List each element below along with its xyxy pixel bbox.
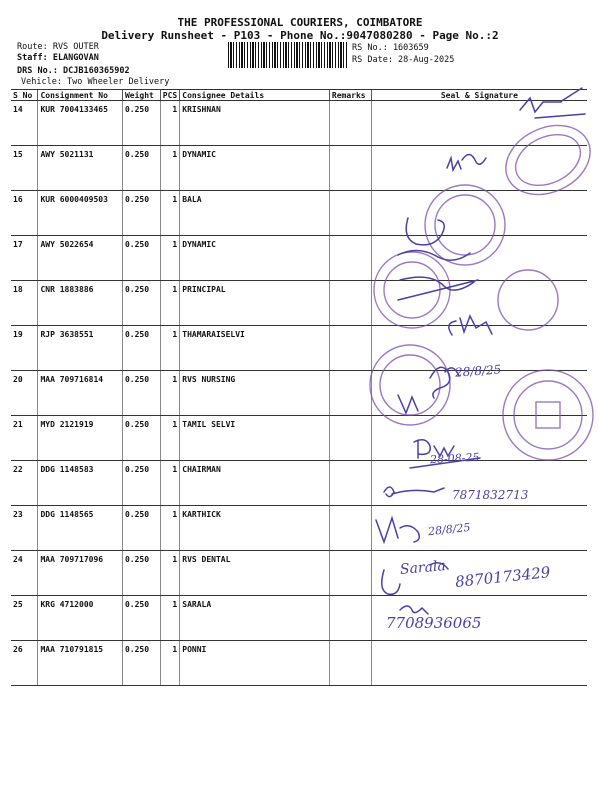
- cell-consignment: RJP 3638551: [38, 326, 123, 371]
- col-pcs: PCS: [160, 90, 179, 101]
- cell-sno: 23: [11, 506, 38, 551]
- cell-seal: [371, 281, 587, 326]
- cell-seal: [371, 326, 587, 371]
- cell-weight: 0.250: [122, 461, 160, 506]
- cell-consignee: KRISHNAN: [180, 101, 330, 146]
- col-weight: Weight: [122, 90, 160, 101]
- cell-weight: 0.250: [122, 101, 160, 146]
- cell-remarks: [329, 191, 371, 236]
- cell-consignee: CHAIRMAN: [180, 461, 330, 506]
- handwritten-date-row22: 28-08-25: [429, 450, 480, 467]
- cell-consignment: AWY 5022654: [38, 236, 123, 281]
- cell-weight: 0.250: [122, 326, 160, 371]
- cell-seal: [371, 146, 587, 191]
- cell-consignment: KRG 4712000: [38, 596, 123, 641]
- cell-sno: 15: [11, 146, 38, 191]
- cell-consignment: MAA 709716814: [38, 371, 123, 416]
- cell-pcs: 1: [160, 281, 179, 326]
- handwritten-phone-row26: 7708936065: [386, 614, 482, 632]
- cell-pcs: 1: [160, 101, 179, 146]
- cell-weight: 0.250: [122, 236, 160, 281]
- handwritten-date-row20: 28/8/25: [454, 362, 502, 380]
- cell-consignee: TAMIL SELVI: [180, 416, 330, 461]
- handwritten-name-sarala: Sarala: [399, 558, 447, 578]
- cell-consignment: DDG 1148583: [38, 461, 123, 506]
- table-row: [11, 641, 587, 686]
- handwritten-date-row24: 28/8/25: [427, 520, 471, 539]
- cell-consignee: RVS NURSING: [180, 371, 330, 416]
- table-row: [11, 596, 587, 641]
- table-header-row: [11, 90, 587, 101]
- cell-remarks: [329, 371, 371, 416]
- cell-weight: 0.250: [122, 416, 160, 461]
- cell-consignment: MAA 710791815: [38, 641, 123, 686]
- cell-sno: 22: [11, 461, 38, 506]
- cell-seal: [371, 416, 587, 461]
- cell-pcs: 1: [160, 416, 179, 461]
- cell-remarks: [329, 416, 371, 461]
- col-sno: S No: [11, 90, 38, 101]
- company-title: THE PROFESSIONAL COURIERS, COIMBATORE: [177, 16, 423, 29]
- cell-consignee: SARALA: [180, 596, 330, 641]
- cell-sno: 14: [11, 101, 38, 146]
- cell-remarks: [329, 596, 371, 641]
- cell-pcs: 1: [160, 506, 179, 551]
- cell-consignment: DDG 1148565: [38, 506, 123, 551]
- col-seal: Seal & Signature: [371, 90, 587, 101]
- runsheet-title: Delivery Runsheet - P103 - Phone No.:9047080280 - Page No.:2: [101, 29, 499, 42]
- table-row: [11, 191, 587, 236]
- cell-remarks: [329, 146, 371, 191]
- cell-sno: 21: [11, 416, 38, 461]
- table-row: [11, 371, 587, 416]
- cell-remarks: [329, 236, 371, 281]
- cell-seal: [371, 596, 587, 641]
- cell-consignee: DYNAMIC: [180, 146, 330, 191]
- cell-seal: [371, 641, 587, 686]
- cell-consignee: PONNI: [180, 641, 330, 686]
- cell-sno: 24: [11, 551, 38, 596]
- cell-remarks: [329, 641, 371, 686]
- cell-sno: 16: [11, 191, 38, 236]
- cell-remarks: [329, 101, 371, 146]
- cell-weight: 0.250: [122, 146, 160, 191]
- cell-sno: 17: [11, 236, 38, 281]
- cell-weight: 0.250: [122, 191, 160, 236]
- cell-consignment: AWY 5021131: [38, 146, 123, 191]
- route-label: Route: RVS OUTER: [17, 42, 99, 52]
- col-consignment: Consignment No: [38, 90, 123, 101]
- cell-weight: 0.250: [122, 596, 160, 641]
- cell-seal: [371, 101, 587, 146]
- cell-sno: 18: [11, 281, 38, 326]
- cell-seal: [371, 191, 587, 236]
- cell-weight: 0.250: [122, 551, 160, 596]
- rs-number: RS No.: 1603659: [352, 43, 429, 53]
- cell-consignment: CNR 1883886: [38, 281, 123, 326]
- table-row: [11, 146, 587, 191]
- cell-pcs: 1: [160, 326, 179, 371]
- cell-consignee: THAMARAISELVI: [180, 326, 330, 371]
- cell-consignment: MAA 709717096: [38, 551, 123, 596]
- rs-date: RS Date: 28-Aug-2025: [352, 55, 455, 65]
- cell-consignment: KUR 7004133465: [38, 101, 123, 146]
- table-row: [11, 506, 587, 551]
- table-row: [11, 461, 587, 506]
- cell-seal: [371, 506, 587, 551]
- cell-seal: [371, 551, 587, 596]
- cell-pcs: 1: [160, 371, 179, 416]
- cell-weight: 0.250: [122, 641, 160, 686]
- cell-sno: 25: [11, 596, 38, 641]
- drs-barcode: [228, 42, 348, 68]
- cell-weight: 0.250: [122, 506, 160, 551]
- vehicle-label: Vehicle: Two Wheeler Delivery: [21, 77, 170, 87]
- cell-consignment: MYD 2121919: [38, 416, 123, 461]
- table-row: [11, 236, 587, 281]
- cell-sno: 26: [11, 641, 38, 686]
- table-row: [11, 101, 587, 146]
- handwritten-phone-row25: 8870173429: [454, 563, 552, 591]
- cell-consignment: KUR 6000409503: [38, 191, 123, 236]
- cell-consignee: BALA: [180, 191, 330, 236]
- cell-remarks: [329, 326, 371, 371]
- cell-remarks: [329, 461, 371, 506]
- cell-remarks: [329, 551, 371, 596]
- cell-remarks: [329, 506, 371, 551]
- cell-consignee: DYNAMIC: [180, 236, 330, 281]
- cell-weight: 0.250: [122, 371, 160, 416]
- table-row: [11, 416, 587, 461]
- cell-consignee: PRINCIPAL: [180, 281, 330, 326]
- handwritten-phone-row23: 7871832713: [452, 488, 529, 502]
- table-row: [11, 281, 587, 326]
- col-consignee: Consignee Details: [180, 90, 330, 101]
- cell-pcs: 1: [160, 641, 179, 686]
- cell-weight: 0.250: [122, 281, 160, 326]
- cell-remarks: [329, 281, 371, 326]
- table-row: [11, 326, 587, 371]
- cell-pcs: 1: [160, 146, 179, 191]
- drs-label: DRS No.: DCJB160365902: [17, 66, 130, 76]
- cell-sno: 19: [11, 326, 38, 371]
- cell-pcs: 1: [160, 596, 179, 641]
- cell-consignee: KARTHICK: [180, 506, 330, 551]
- runsheet-table: [11, 89, 587, 686]
- cell-seal: [371, 371, 587, 416]
- cell-pcs: 1: [160, 461, 179, 506]
- cell-pcs: 1: [160, 236, 179, 281]
- table-row: [11, 551, 587, 596]
- staff-label: Staff: ELANGOVAN: [17, 53, 99, 63]
- cell-pcs: 1: [160, 191, 179, 236]
- cell-pcs: 1: [160, 551, 179, 596]
- cell-sno: 20: [11, 371, 38, 416]
- cell-seal: [371, 461, 587, 506]
- cell-seal: [371, 236, 587, 281]
- cell-consignee: RVS DENTAL: [180, 551, 330, 596]
- col-remarks: Remarks: [329, 90, 371, 101]
